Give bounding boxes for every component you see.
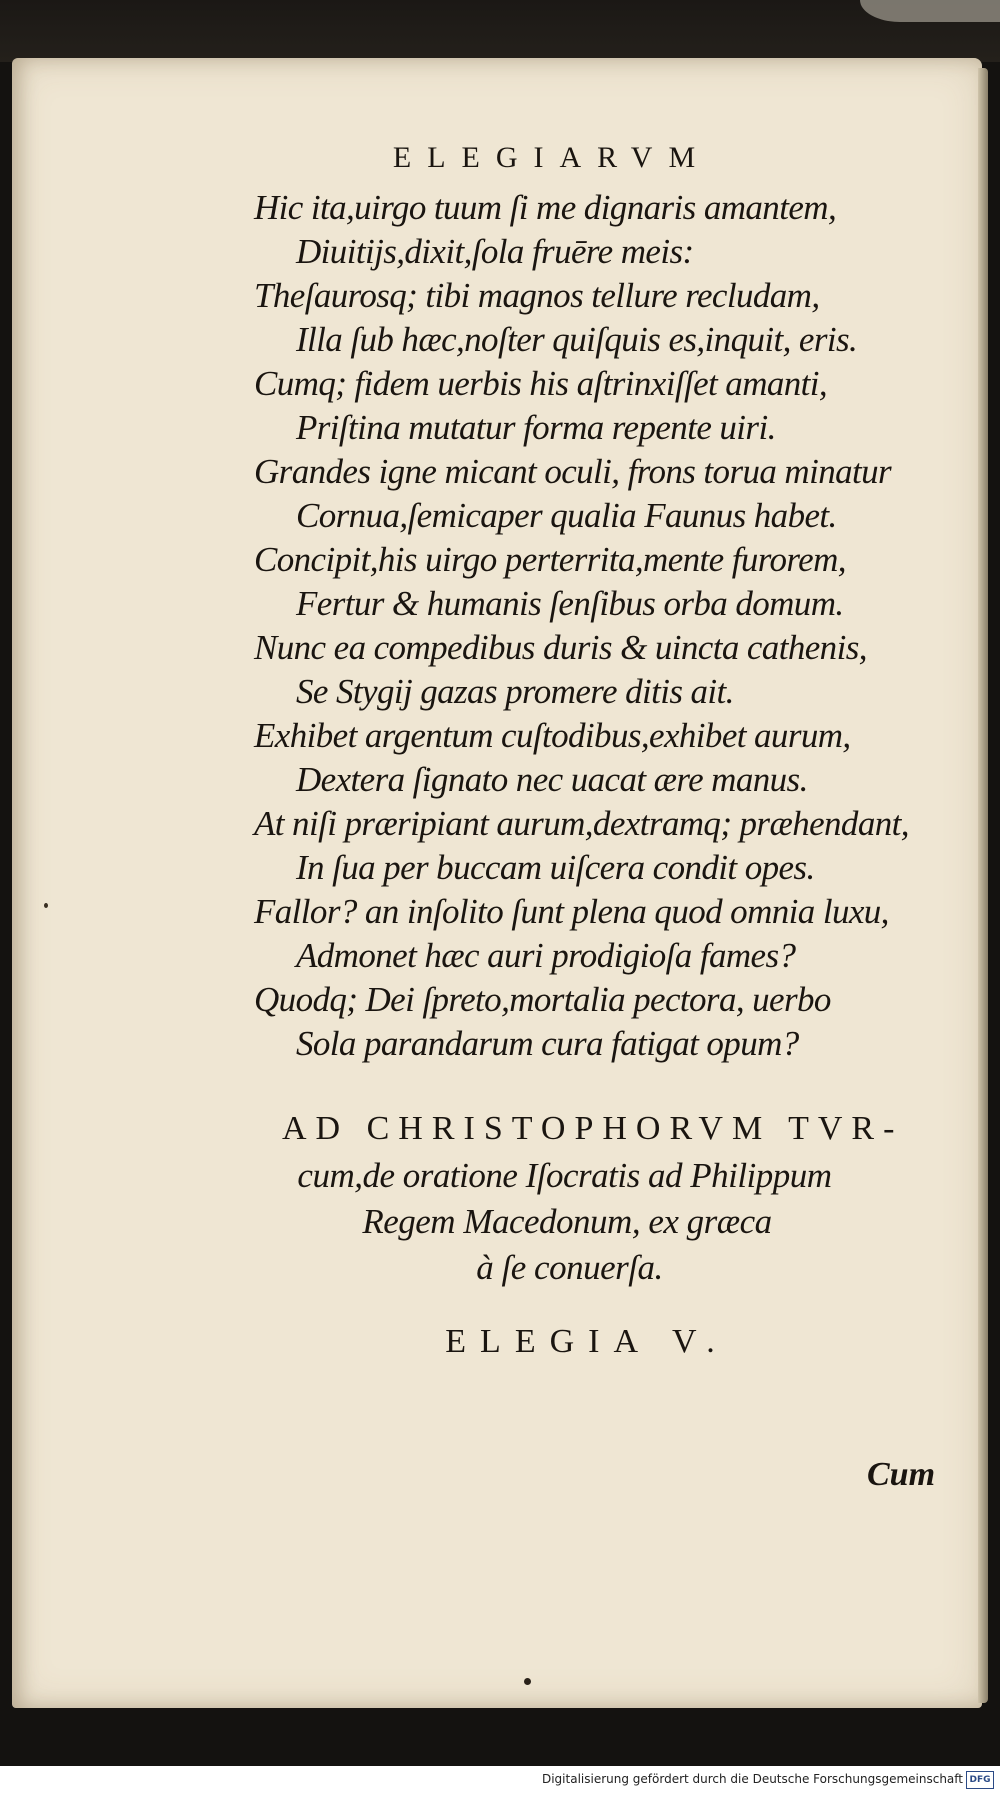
heading-main-line: AD CHRISTOPHORVM TVR-	[282, 1110, 904, 1147]
ink-speck	[44, 903, 48, 908]
poem-line: At niſi præripiant aurum,dextramq; præhendant,	[254, 804, 909, 843]
poem-line: Fallor? an inſolito ſunt plena quod omnia luxu,	[254, 892, 889, 931]
poem-line: Admonet hæc auri prodigioſa fames?	[296, 936, 796, 975]
poem-line: Se Stygij gazas promere ditis ait.	[296, 672, 734, 711]
poem-line: Sola parandarum cura fatigat opum?	[296, 1024, 799, 1063]
heading-sub-line: cum,de oratione Iſocratis ad Philippum	[297, 1156, 832, 1195]
running-head: ELEGIARVM	[392, 141, 712, 174]
poem-line: Nunc ea compedibus duris & uincta cathenis,	[254, 628, 867, 667]
funding-credit: Digitalisierung gefördert durch die Deutsche Forschungsgemeinschaft	[541, 1772, 963, 1786]
dfg-logo-icon: DFG	[966, 1771, 994, 1789]
poem	[254, 186, 954, 1066]
torn-paper-fragment	[860, 0, 1000, 22]
poem-line: Concipit,his uirgo perterrita,mente furorem,	[254, 540, 846, 579]
page-text	[12, 58, 982, 1708]
digitization-footer	[0, 1766, 1000, 1794]
poem-line: Priſtina mutatur forma repente uiri.	[296, 408, 776, 447]
poem-line: Exhibet argentum cuſtodibus,exhibet aurum,	[254, 716, 851, 755]
poem-line: Illa ſub hæc,noſter quiſquis es,inquit, eris.	[296, 320, 858, 359]
heading-sub-line: Regem Macedonum, ex græca	[362, 1202, 772, 1241]
poem-line: Grandes igne micant oculi, frons torua minatur	[254, 452, 892, 491]
poem-line: Fertur & humanis ſenſibus orba domum.	[296, 584, 844, 623]
section-heading	[12, 1105, 982, 1291]
book-cover-edge	[0, 0, 1000, 62]
poem-line: Cornua,ſemicaper qualia Faunus habet.	[296, 496, 837, 535]
poem-line: Dextera ſignato nec uacat ære manus.	[296, 760, 808, 799]
heading-sub-line: à ſe conuerſa.	[476, 1248, 663, 1287]
signature-dot	[524, 1678, 531, 1685]
poem-line: Diuitijs,dixit,ſola fruēre meis:	[296, 232, 694, 271]
poem-line: Quodq; Dei ſpreto,mortalia pectora, uerbo	[254, 980, 831, 1019]
poem-line: Theſaurosq; tibi magnos tellure recludam,	[254, 276, 820, 315]
poem-line: Hic ita,uirgo tuum ſi me dignaris amantem,	[254, 188, 837, 227]
book-page	[12, 58, 982, 1708]
poem-line: In ſua per buccam uiſcera condit opes.	[296, 848, 815, 887]
elegia-title: ELEGIA V.	[445, 1323, 729, 1360]
poem-line: Cumq; fidem uerbis his aſtrinxiſſet amanti,	[254, 364, 828, 403]
catchword: Cum	[867, 1456, 936, 1493]
